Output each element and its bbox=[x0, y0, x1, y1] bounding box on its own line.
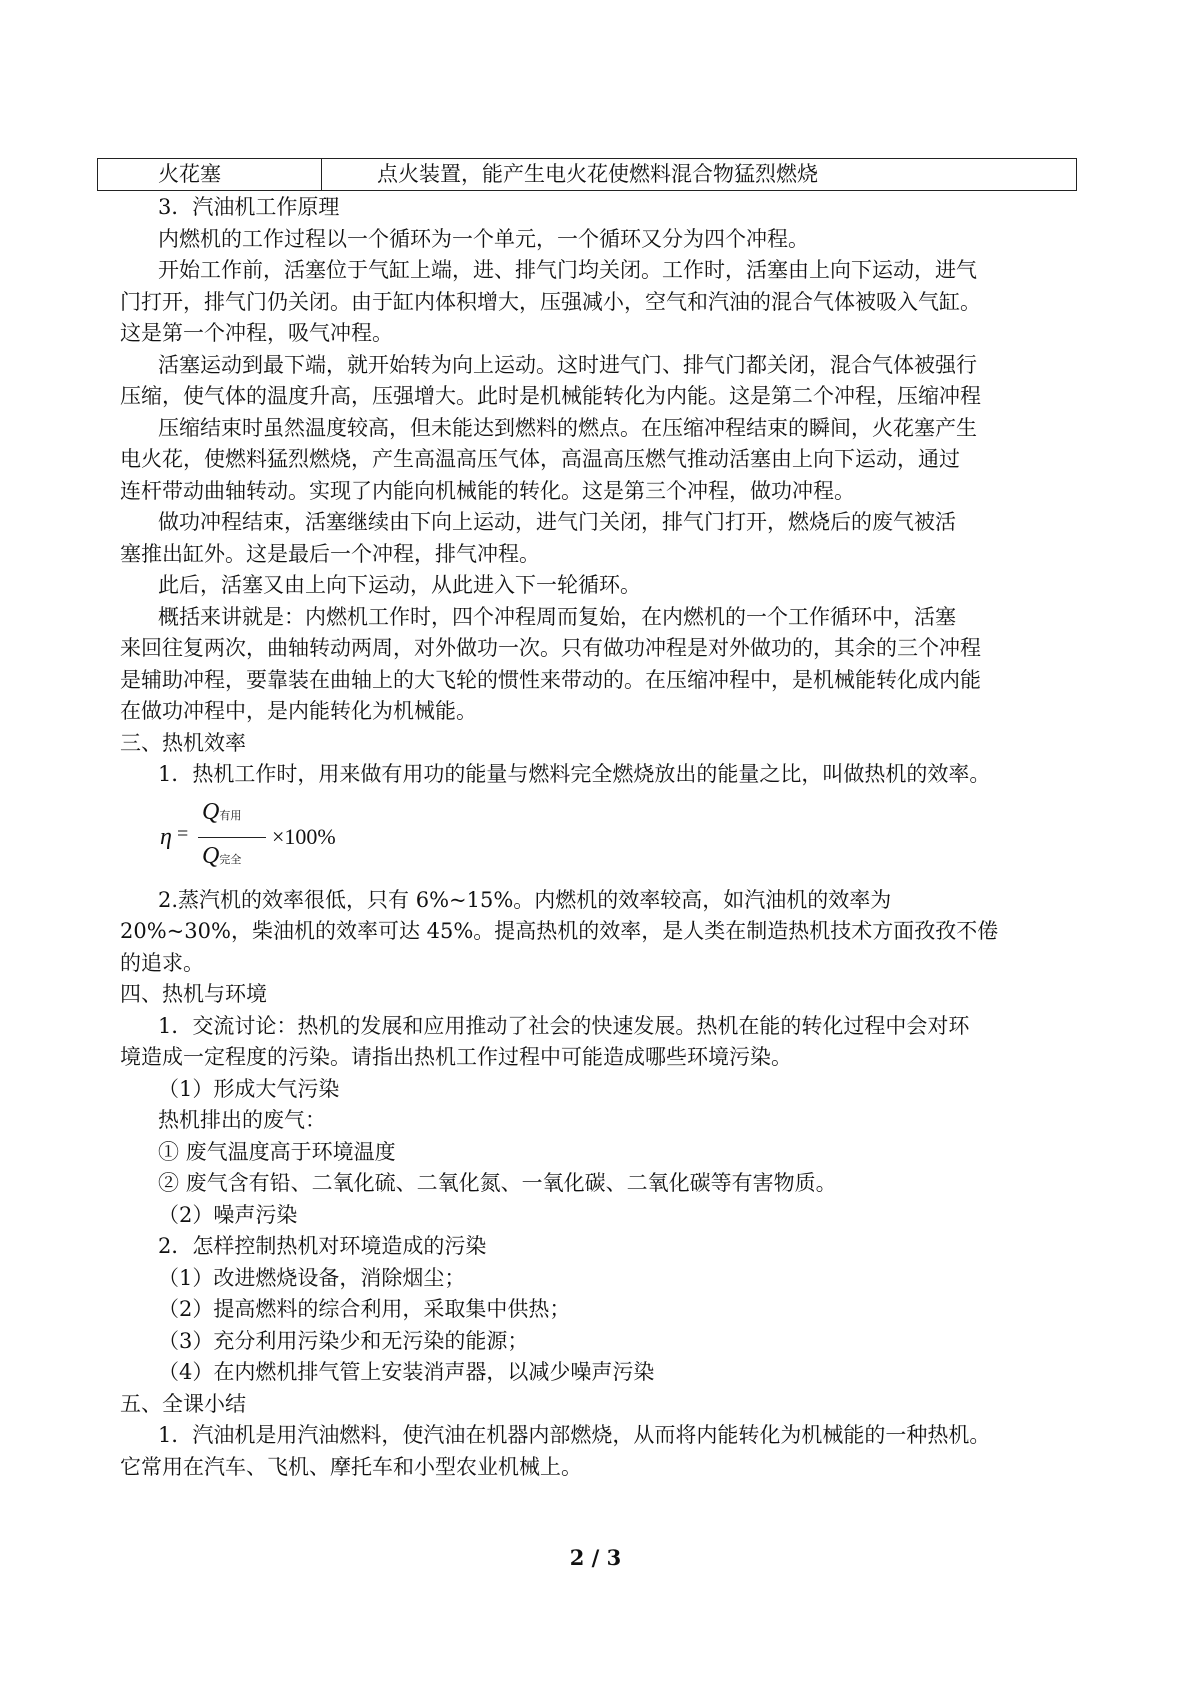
paragraph-line: 开始工作前，活塞位于气缸上端，进、排气门均关闭。工作时，活塞由上向下运动，进气 bbox=[158, 258, 977, 282]
section-heading: 四、热机与环境 bbox=[120, 982, 267, 1006]
efficiency-formula bbox=[160, 797, 1090, 881]
paragraph-line: 热机排出的废气： bbox=[158, 1108, 326, 1132]
paragraph-line: 是辅助冲程，要靠装在曲轴上的大飞轮的惯性来带动的。在压缩冲程中，是机械能转化成内能 bbox=[120, 667, 981, 692]
table-cell-component: 火花塞 bbox=[98, 159, 322, 190]
list-item: ① 废气温度高于环境温度 bbox=[158, 1139, 396, 1164]
subsection-heading: 2．怎样控制热机对环境造成的污染 bbox=[158, 1234, 487, 1258]
paragraph-line: 压缩结束时虽然温度较高，但未能达到燃料的燃点。在压缩冲程结束的瞬间，火花塞产生 bbox=[158, 415, 977, 440]
paragraph-line: 在做功冲程中，是内能转化为机械能。 bbox=[120, 699, 477, 723]
paragraph-line: 2.蒸汽机的效率很低，只有 6%~15%。内燃机的效率较高，如汽油机的效率为 bbox=[158, 887, 892, 912]
formula-numerator: Q有用 bbox=[202, 798, 242, 825]
paragraph-line: 电火花，使燃料猛烈燃烧，产生高温高压气体，高温高压燃气推动活塞由上向下运动，通过 bbox=[120, 447, 960, 471]
formula-numerator-sub: 有用 bbox=[219, 809, 242, 822]
paragraph-line: 塞推出缸外。这是最后一个冲程，排气冲程。 bbox=[120, 541, 540, 566]
list-item: （1）形成大气污染 bbox=[158, 1076, 340, 1101]
component-table-row bbox=[97, 158, 1077, 191]
formula-denominator: Q完全 bbox=[202, 842, 242, 869]
paragraph-line: 压缩，使气体的温度升高，压强增大。此时是机械能转化为内能。这是第二个冲程，压缩冲程 bbox=[120, 384, 981, 408]
paragraph-line: 来回往复两次，曲轴转动两周，对外做功一次。只有做功冲程是对外做功的，其余的三个冲程 bbox=[120, 636, 981, 660]
list-item: （2）噪声污染 bbox=[158, 1202, 298, 1227]
document-body bbox=[120, 192, 1090, 1483]
formula-eta: η bbox=[160, 823, 172, 850]
table-cell-description: 点火装置，能产生电火花使燃料混合物猛烈燃烧 bbox=[377, 162, 818, 186]
paragraph-line: 1．交流讨论：热机的发展和应用推动了社会的快速发展。热机在能的转化过程中会对环 bbox=[158, 1013, 970, 1038]
fraction-bar bbox=[198, 837, 266, 839]
section-heading: 3．汽油机工作原理 bbox=[158, 195, 340, 219]
paragraph-line: 1．汽油机是用汽油燃料，使汽油在机器内部燃烧，从而将内能转化为机械能的一种热机。 bbox=[158, 1423, 991, 1447]
paragraph-line: 这是第一个冲程，吸气冲程。 bbox=[120, 321, 393, 345]
list-item: ② 废气含有铅、二氧化硫、二氧化氮、一氧化碳、二氧化碳等有害物质。 bbox=[158, 1171, 837, 1195]
formula-times-percent: ×100% bbox=[272, 823, 336, 849]
paragraph-line: 20%~30%，柴油机的效率可达 45%。提高热机的效率，是人类在制造热机技术方面孜孜不倦 bbox=[120, 919, 999, 943]
paragraph-line: 做功冲程结束，活塞继续由下向上运动，进气门关闭，排气门打开，燃烧后的废气被活 bbox=[158, 510, 956, 534]
paragraph-line: 的追求。 bbox=[120, 950, 204, 975]
paragraph-line: 概括来讲就是：内燃机工作时，四个冲程周而复始，在内燃机的一个工作循环中，活塞 bbox=[158, 604, 956, 629]
paragraph-line: 活塞运动到最下端，就开始转为向上运动。这时进气门、排气门都关闭，混合气体被强行 bbox=[158, 352, 977, 377]
paragraph-line: 内燃机的工作过程以一个循环为一个单元，一个循环又分为四个冲程。 bbox=[158, 226, 809, 251]
paragraph-line: 境造成一定程度的污染。请指出热机工作过程中可能造成哪些环境污染。 bbox=[120, 1045, 792, 1069]
paragraph-line: 1．热机工作时，用来做有用功的能量与燃料完全燃烧放出的能量之比，叫做热机的效率。 bbox=[158, 762, 991, 786]
section-heading: 三、热机效率 bbox=[120, 730, 246, 755]
paragraph-line: 此后，活塞又由上向下运动，从此进入下一轮循环。 bbox=[158, 573, 641, 597]
section-heading: 五、全课小结 bbox=[120, 1391, 246, 1416]
list-item: （3）充分利用污染少和无污染的能源； bbox=[158, 1328, 529, 1353]
list-item: （1）改进燃烧设备，消除烟尘； bbox=[158, 1265, 466, 1290]
page-number: 2 / 3 bbox=[569, 1545, 622, 1570]
formula-equals: = bbox=[177, 822, 189, 845]
paragraph-line: 它常用在汽车、飞机、摩托车和小型农业机械上。 bbox=[120, 1454, 582, 1479]
list-item: （2）提高燃料的综合利用，采取集中供热； bbox=[158, 1297, 571, 1321]
paragraph-line: 连杆带动曲轴转动。实现了内能向机械能的转化。这是第三个冲程，做功冲程。 bbox=[120, 478, 855, 503]
paragraph-line: 门打开，排气门仍关闭。由于缸内体积增大，压强减小，空气和汽油的混合气体被吸入气缸。 bbox=[120, 289, 981, 314]
list-item: （4）在内燃机排气管上安装消声器，以减少噪声污染 bbox=[158, 1360, 655, 1384]
formula-denominator-sub: 完全 bbox=[219, 853, 242, 866]
